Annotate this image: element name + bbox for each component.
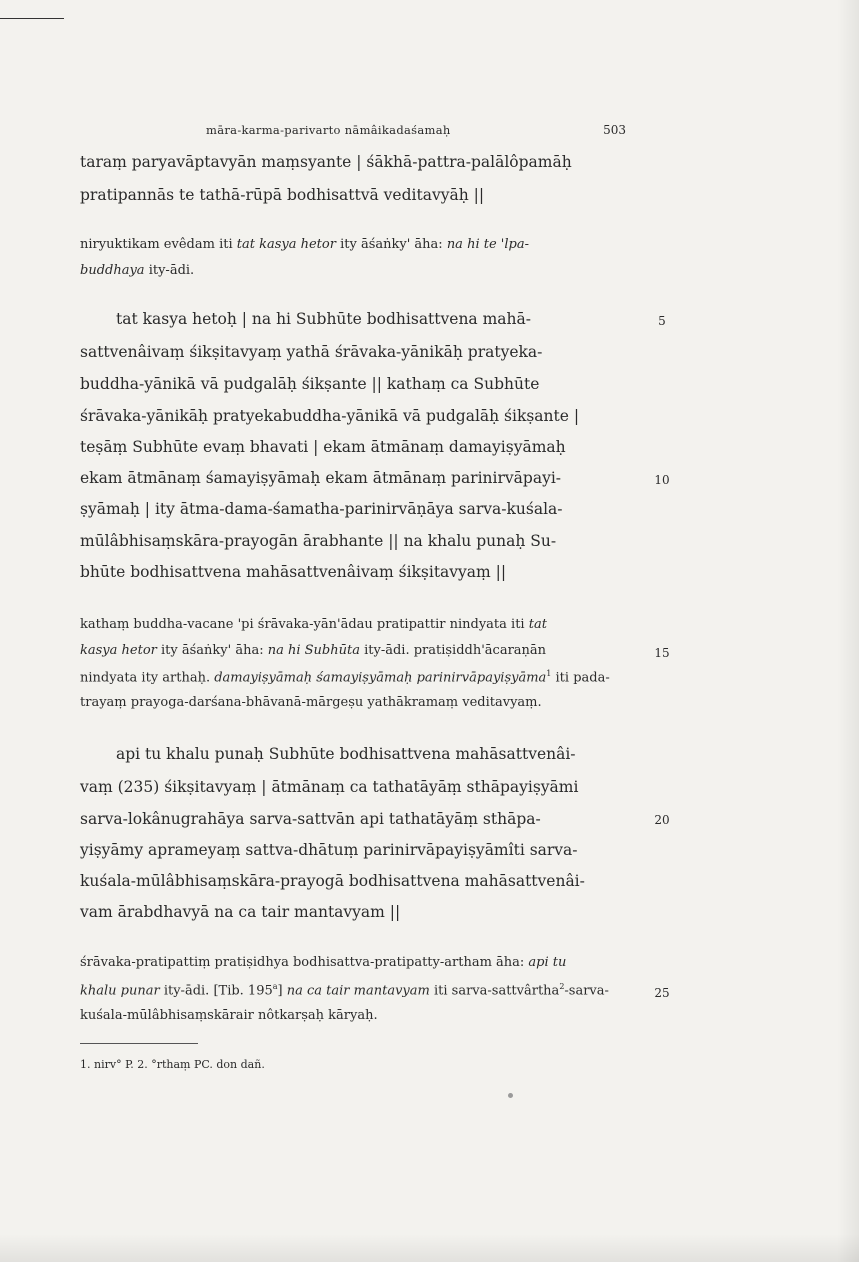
comment2-lemma: na hi Subhūta xyxy=(267,643,360,658)
verse2-line1: tat kasya hetoḥ | na hi Subhūte bodhisattvena mahā- xyxy=(116,310,531,328)
verse2-line7: ṣyāmaḥ | ity ātma-dama-śamatha-parinirvāṇāya sarva-kuśala- xyxy=(80,500,563,518)
top-rule xyxy=(0,18,64,19)
comment1-line2 xyxy=(80,263,628,278)
footnotes: 1. nirv° P. 2. °rthaṃ PC. don dañ. xyxy=(80,1058,265,1071)
comment3-text: ] xyxy=(277,983,287,999)
comment3-line3: kuśala-mūlâbhisaṃskārair nôtkarṣaḥ kāryaḥ. xyxy=(80,1008,378,1023)
comment3-text: -sarva- xyxy=(564,983,609,999)
comment1-lemma: tat kasya hetor xyxy=(236,237,336,252)
footnote-ref-2: 2 xyxy=(559,982,565,991)
running-title: māra-karma-parivarto nāmâikadaśamaḥ xyxy=(206,123,451,137)
comment1-text: ity āśaṅky' āha: xyxy=(335,237,447,252)
verse2-line2: sattvenâivaṃ śikṣitavyaṃ yathā śrāvaka-yānikāḥ pratyeka- xyxy=(80,343,543,361)
comment3-line2 xyxy=(80,982,628,998)
verse2-line6: ekam ātmānaṃ śamayiṣyāmaḥ ekam ātmānaṃ parinirvāpayi- xyxy=(80,469,562,487)
comment2-lemma: kasya hetor xyxy=(80,643,157,658)
comment3-lemma: na ca tair mantavyam xyxy=(286,983,430,999)
comment3-line1 xyxy=(80,955,628,970)
comment2-lemma: damayiṣyāmaḥ śamayiṣyāmaḥ parinirvāpayiṣyāma xyxy=(214,670,547,686)
verse3-line3: sarva-lokânugrahāya sarva-sattvān api tathatāyāṃ sthāpa- xyxy=(80,810,541,828)
line-number-20: 20 xyxy=(654,813,670,827)
verse3-line5: kuśala-mūlâbhisaṃskāra-prayogā bodhisattvena mahāsattvenâi- xyxy=(80,872,585,890)
comment1-line1 xyxy=(80,237,628,252)
comment2-lemma: tat xyxy=(528,617,547,632)
comment3-lemma: khalu punar xyxy=(80,983,160,999)
comment2-line3 xyxy=(80,669,628,685)
verse3-line2: vaṃ (235) śikṣitavyaṃ | ātmānaṃ ca tathatāyāṃ sthāpayiṣyāmi xyxy=(80,778,579,796)
verse1-line2: pratipannās te tathā-rūpā bodhisattvā veditavyāḥ || xyxy=(80,186,485,204)
verse1-line1: taraṃ paryavāptavyān maṃsyante | śākhā-pattra-palālôpamāḥ xyxy=(80,153,572,171)
comment1-lemma: buddhaya xyxy=(80,263,145,278)
page-number: 503 xyxy=(603,123,626,137)
comment2-text: kathaṃ buddha-vacane 'pi śrāvaka-yān'ādau pratipattir nindyata iti xyxy=(80,617,529,632)
page-bottom-shadow xyxy=(0,1234,859,1262)
comment2-text: ity āśaṅky' āha: xyxy=(156,643,268,658)
comment2-text: nindyata ity arthaḥ. xyxy=(80,670,215,686)
line-number-10: 10 xyxy=(654,473,670,487)
comment2-text: iti pada- xyxy=(551,670,610,686)
footnote-rule xyxy=(80,1043,198,1044)
line-number-5: 5 xyxy=(658,314,666,328)
tib-superscript: a xyxy=(272,982,278,991)
comment1-lemma: na hi te 'lpa- xyxy=(446,237,529,252)
verse3-line1: api tu khalu punaḥ Subhūte bodhisattvena mahāsattvenâi- xyxy=(116,745,576,763)
page-edge-shadow xyxy=(837,0,859,1262)
line-number-15: 15 xyxy=(654,646,670,660)
comment2-line2 xyxy=(80,643,628,658)
comment3-text: iti sarva-sattvârtha xyxy=(429,983,560,999)
verse2-line3: buddha-yānikā vā pudgalāḥ śikṣante || kathaṃ ca Subhūte xyxy=(80,375,540,393)
ink-speck xyxy=(508,1093,513,1098)
verse2-line8: mūlâbhisaṃskāra-prayogān ārabhante || na khalu punaḥ Su- xyxy=(80,532,557,550)
line-number-25: 25 xyxy=(654,986,670,1000)
verse3-line6: vam ārabdhavyā na ca tair mantavyam || xyxy=(80,903,401,921)
verse2-line5: teṣāṃ Subhūte evaṃ bhavati | ekam ātmānaṃ damayiṣyāmaḥ xyxy=(80,438,566,456)
comment2-line1 xyxy=(80,617,628,632)
comment3-lemma: api tu xyxy=(528,955,567,970)
comment2-line4: trayaṃ prayoga-darśana-bhāvanā-mārgeṣu yathākramaṃ veditavyaṃ. xyxy=(80,695,542,710)
verse2-line9: bhūte bodhisattvena mahāsattvenâivaṃ śikṣitavyaṃ || xyxy=(80,563,507,581)
comment1-text: ity-ādi. xyxy=(144,263,195,278)
comment1-text: niryuktikam evêdam iti xyxy=(80,237,237,252)
verse3-line4: yiṣyāmy aprameyaṃ sattva-dhātuṃ parinirvāpayiṣyāmîti sarva- xyxy=(80,841,578,859)
footnote-ref-1: 1 xyxy=(546,669,552,678)
page-header xyxy=(78,123,626,143)
comment2-text: ity-ādi. pratiṣiddh'ācaraṇān xyxy=(359,643,547,658)
comment3-text: ity-ādi. [Tib. 195 xyxy=(159,983,273,999)
comment3-text: śrāvaka-pratipattiṃ pratiṣidhya bodhisattva-pratipatty-artham āha: xyxy=(80,955,529,970)
verse2-line4: śrāvaka-yānikāḥ pratyekabuddha-yānikā vā pudgalāḥ śikṣante | xyxy=(80,407,580,425)
